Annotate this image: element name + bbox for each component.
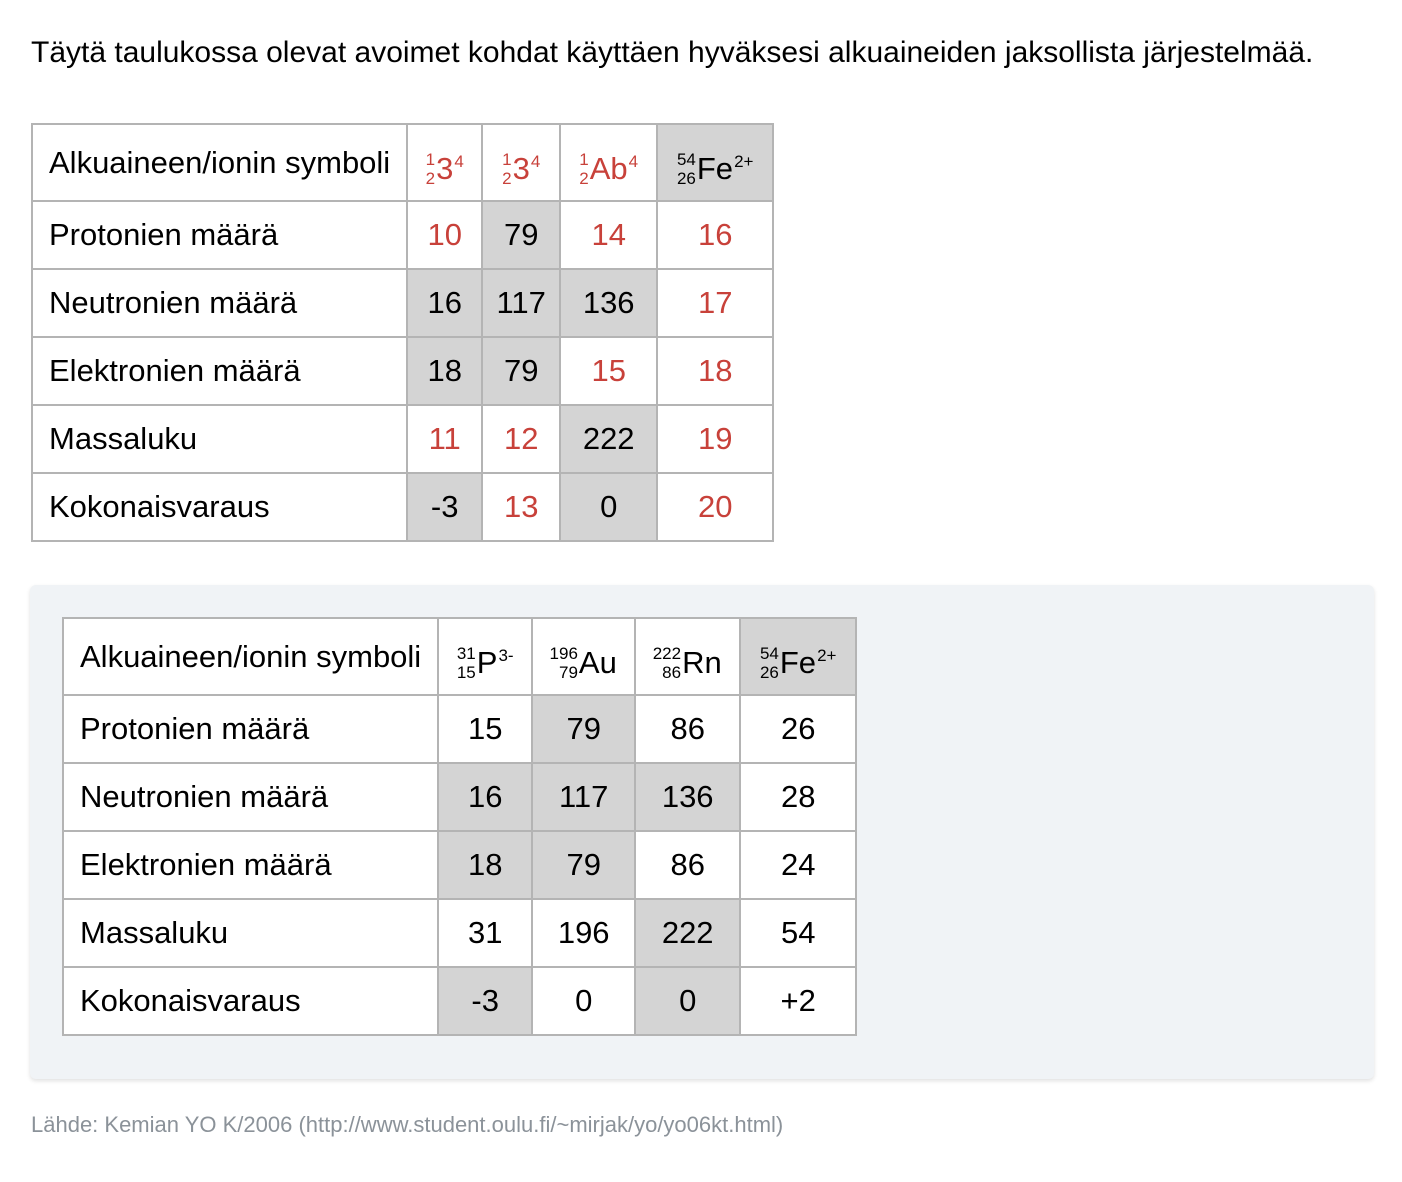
mass-number-sup: 31 bbox=[456, 644, 476, 663]
value-cell: 222 bbox=[635, 899, 740, 967]
protons-row bbox=[63, 695, 856, 763]
value-cell: -3 bbox=[407, 473, 482, 541]
row-label-protons: Protonien määrä bbox=[32, 201, 407, 269]
value-cell: 16 bbox=[657, 201, 773, 269]
atomic-number-sub: 2 bbox=[425, 169, 436, 188]
symbol-cell bbox=[482, 124, 560, 201]
charge-row bbox=[32, 473, 773, 541]
value-cell: 18 bbox=[438, 831, 532, 899]
electrons-row bbox=[32, 337, 773, 405]
mass-number-sup: 196 bbox=[549, 644, 578, 663]
value-cell: 10 bbox=[407, 201, 482, 269]
value-cell: 0 bbox=[635, 967, 740, 1035]
mass-number-sup: 1 bbox=[579, 150, 589, 169]
value-cell: 0 bbox=[560, 473, 657, 541]
symbol-cell bbox=[407, 124, 482, 201]
mass-number-row bbox=[63, 899, 856, 967]
source-citation: Lähde: Kemian YO K/2006 (http://www.student.oulu.fi/~mirjak/yo/yo06kt.html) bbox=[31, 1112, 784, 1137]
value-cell: 54 bbox=[740, 899, 856, 967]
element-symbol: Au bbox=[578, 645, 617, 680]
value-cell: 31 bbox=[438, 899, 532, 967]
value-cell: +2 bbox=[740, 967, 856, 1035]
element-symbol: Ab bbox=[589, 151, 628, 186]
value-cell: 28 bbox=[740, 763, 856, 831]
row-label-protons: Protonien määrä bbox=[63, 695, 438, 763]
symbol-row bbox=[32, 124, 773, 201]
value-cell: 16 bbox=[407, 269, 482, 337]
value-cell: 136 bbox=[635, 763, 740, 831]
symbol-cell bbox=[740, 618, 856, 695]
mass-number-sup: 1 bbox=[425, 150, 436, 169]
symbol-cell bbox=[532, 618, 635, 695]
row-label-neutrons: Neutronien määrä bbox=[63, 763, 438, 831]
row-label-charge: Kokonaisvaraus bbox=[32, 473, 407, 541]
row-label-symbol: Alkuaineen/ionin symboli bbox=[32, 124, 407, 201]
value-cell: 11 bbox=[407, 405, 482, 473]
question-table bbox=[31, 123, 774, 542]
neutrons-row bbox=[32, 269, 773, 337]
row-label-electrons: Elektronien määrä bbox=[32, 337, 407, 405]
atomic-number-sub: 26 bbox=[676, 169, 696, 188]
symbol-cell bbox=[657, 124, 773, 201]
atomic-number-sub: 2 bbox=[502, 169, 512, 188]
value-cell: 26 bbox=[740, 695, 856, 763]
symbol-cell bbox=[560, 124, 657, 201]
value-cell: 86 bbox=[635, 695, 740, 763]
value-cell: 16 bbox=[438, 763, 532, 831]
value-cell: 117 bbox=[482, 269, 560, 337]
value-cell: 79 bbox=[532, 831, 635, 899]
row-label-neutrons: Neutronien määrä bbox=[32, 269, 407, 337]
row-label-mass-number: Massaluku bbox=[32, 405, 407, 473]
value-cell: 20 bbox=[657, 473, 773, 541]
answer-table bbox=[62, 617, 857, 1036]
atomic-number-sub: 26 bbox=[759, 663, 779, 682]
protons-row bbox=[32, 201, 773, 269]
charge-row bbox=[63, 967, 856, 1035]
value-cell: -3 bbox=[438, 967, 532, 1035]
value-cell: 86 bbox=[635, 831, 740, 899]
atomic-number-sub: 2 bbox=[579, 169, 589, 188]
value-cell: 24 bbox=[740, 831, 856, 899]
value-cell: 19 bbox=[657, 405, 773, 473]
element-symbol: 3 bbox=[512, 151, 530, 186]
charge-sup: 2+ bbox=[817, 646, 837, 665]
electrons-row bbox=[63, 831, 856, 899]
value-cell: 196 bbox=[532, 899, 635, 967]
charge-sup: 4 bbox=[454, 152, 464, 171]
value-cell: 12 bbox=[482, 405, 560, 473]
value-cell: 18 bbox=[407, 337, 482, 405]
atomic-number-sub: 86 bbox=[662, 663, 682, 682]
charge-sup: 4 bbox=[530, 152, 541, 171]
row-label-symbol: Alkuaineen/ionin symboli bbox=[63, 618, 438, 695]
value-cell: 222 bbox=[560, 405, 657, 473]
value-cell: 79 bbox=[532, 695, 635, 763]
answer-panel bbox=[30, 585, 1374, 1079]
value-cell: 13 bbox=[482, 473, 560, 541]
charge-sup: 3- bbox=[498, 646, 514, 665]
value-cell: 79 bbox=[482, 337, 560, 405]
symbol-cell bbox=[438, 618, 532, 695]
element-symbol: 3 bbox=[436, 151, 454, 186]
value-cell: 15 bbox=[438, 695, 532, 763]
mass-number-sup: 222 bbox=[652, 644, 682, 663]
element-symbol: Fe bbox=[696, 151, 734, 186]
atomic-number-sub: 79 bbox=[559, 663, 578, 682]
symbol-cell bbox=[635, 618, 740, 695]
element-symbol: Fe bbox=[779, 645, 817, 680]
element-symbol: Rn bbox=[682, 645, 722, 680]
value-cell: 136 bbox=[560, 269, 657, 337]
value-cell: 79 bbox=[482, 201, 560, 269]
value-cell: 15 bbox=[560, 337, 657, 405]
mass-number-sup: 54 bbox=[676, 150, 696, 169]
value-cell: 117 bbox=[532, 763, 635, 831]
row-label-mass-number: Massaluku bbox=[63, 899, 438, 967]
mass-number-sup: 54 bbox=[759, 644, 779, 663]
mass-number-row bbox=[32, 405, 773, 473]
atomic-number-sub: 15 bbox=[456, 663, 476, 682]
charge-sup: 4 bbox=[628, 152, 639, 171]
row-label-charge: Kokonaisvaraus bbox=[63, 967, 438, 1035]
value-cell: 17 bbox=[657, 269, 773, 337]
mass-number-sup: 1 bbox=[502, 150, 512, 169]
value-cell: 0 bbox=[532, 967, 635, 1035]
value-cell: 14 bbox=[560, 201, 657, 269]
neutrons-row bbox=[63, 763, 856, 831]
row-label-electrons: Elektronien määrä bbox=[63, 831, 438, 899]
instruction-text: Täytä taulukossa olevat avoimet kohdat käyttäen hyväksesi alkuaineiden jaksollista järjestelmää. bbox=[31, 36, 1314, 69]
element-symbol: P bbox=[476, 645, 498, 680]
value-cell: 18 bbox=[657, 337, 773, 405]
symbol-row bbox=[63, 618, 856, 695]
charge-sup: 2+ bbox=[734, 152, 754, 171]
